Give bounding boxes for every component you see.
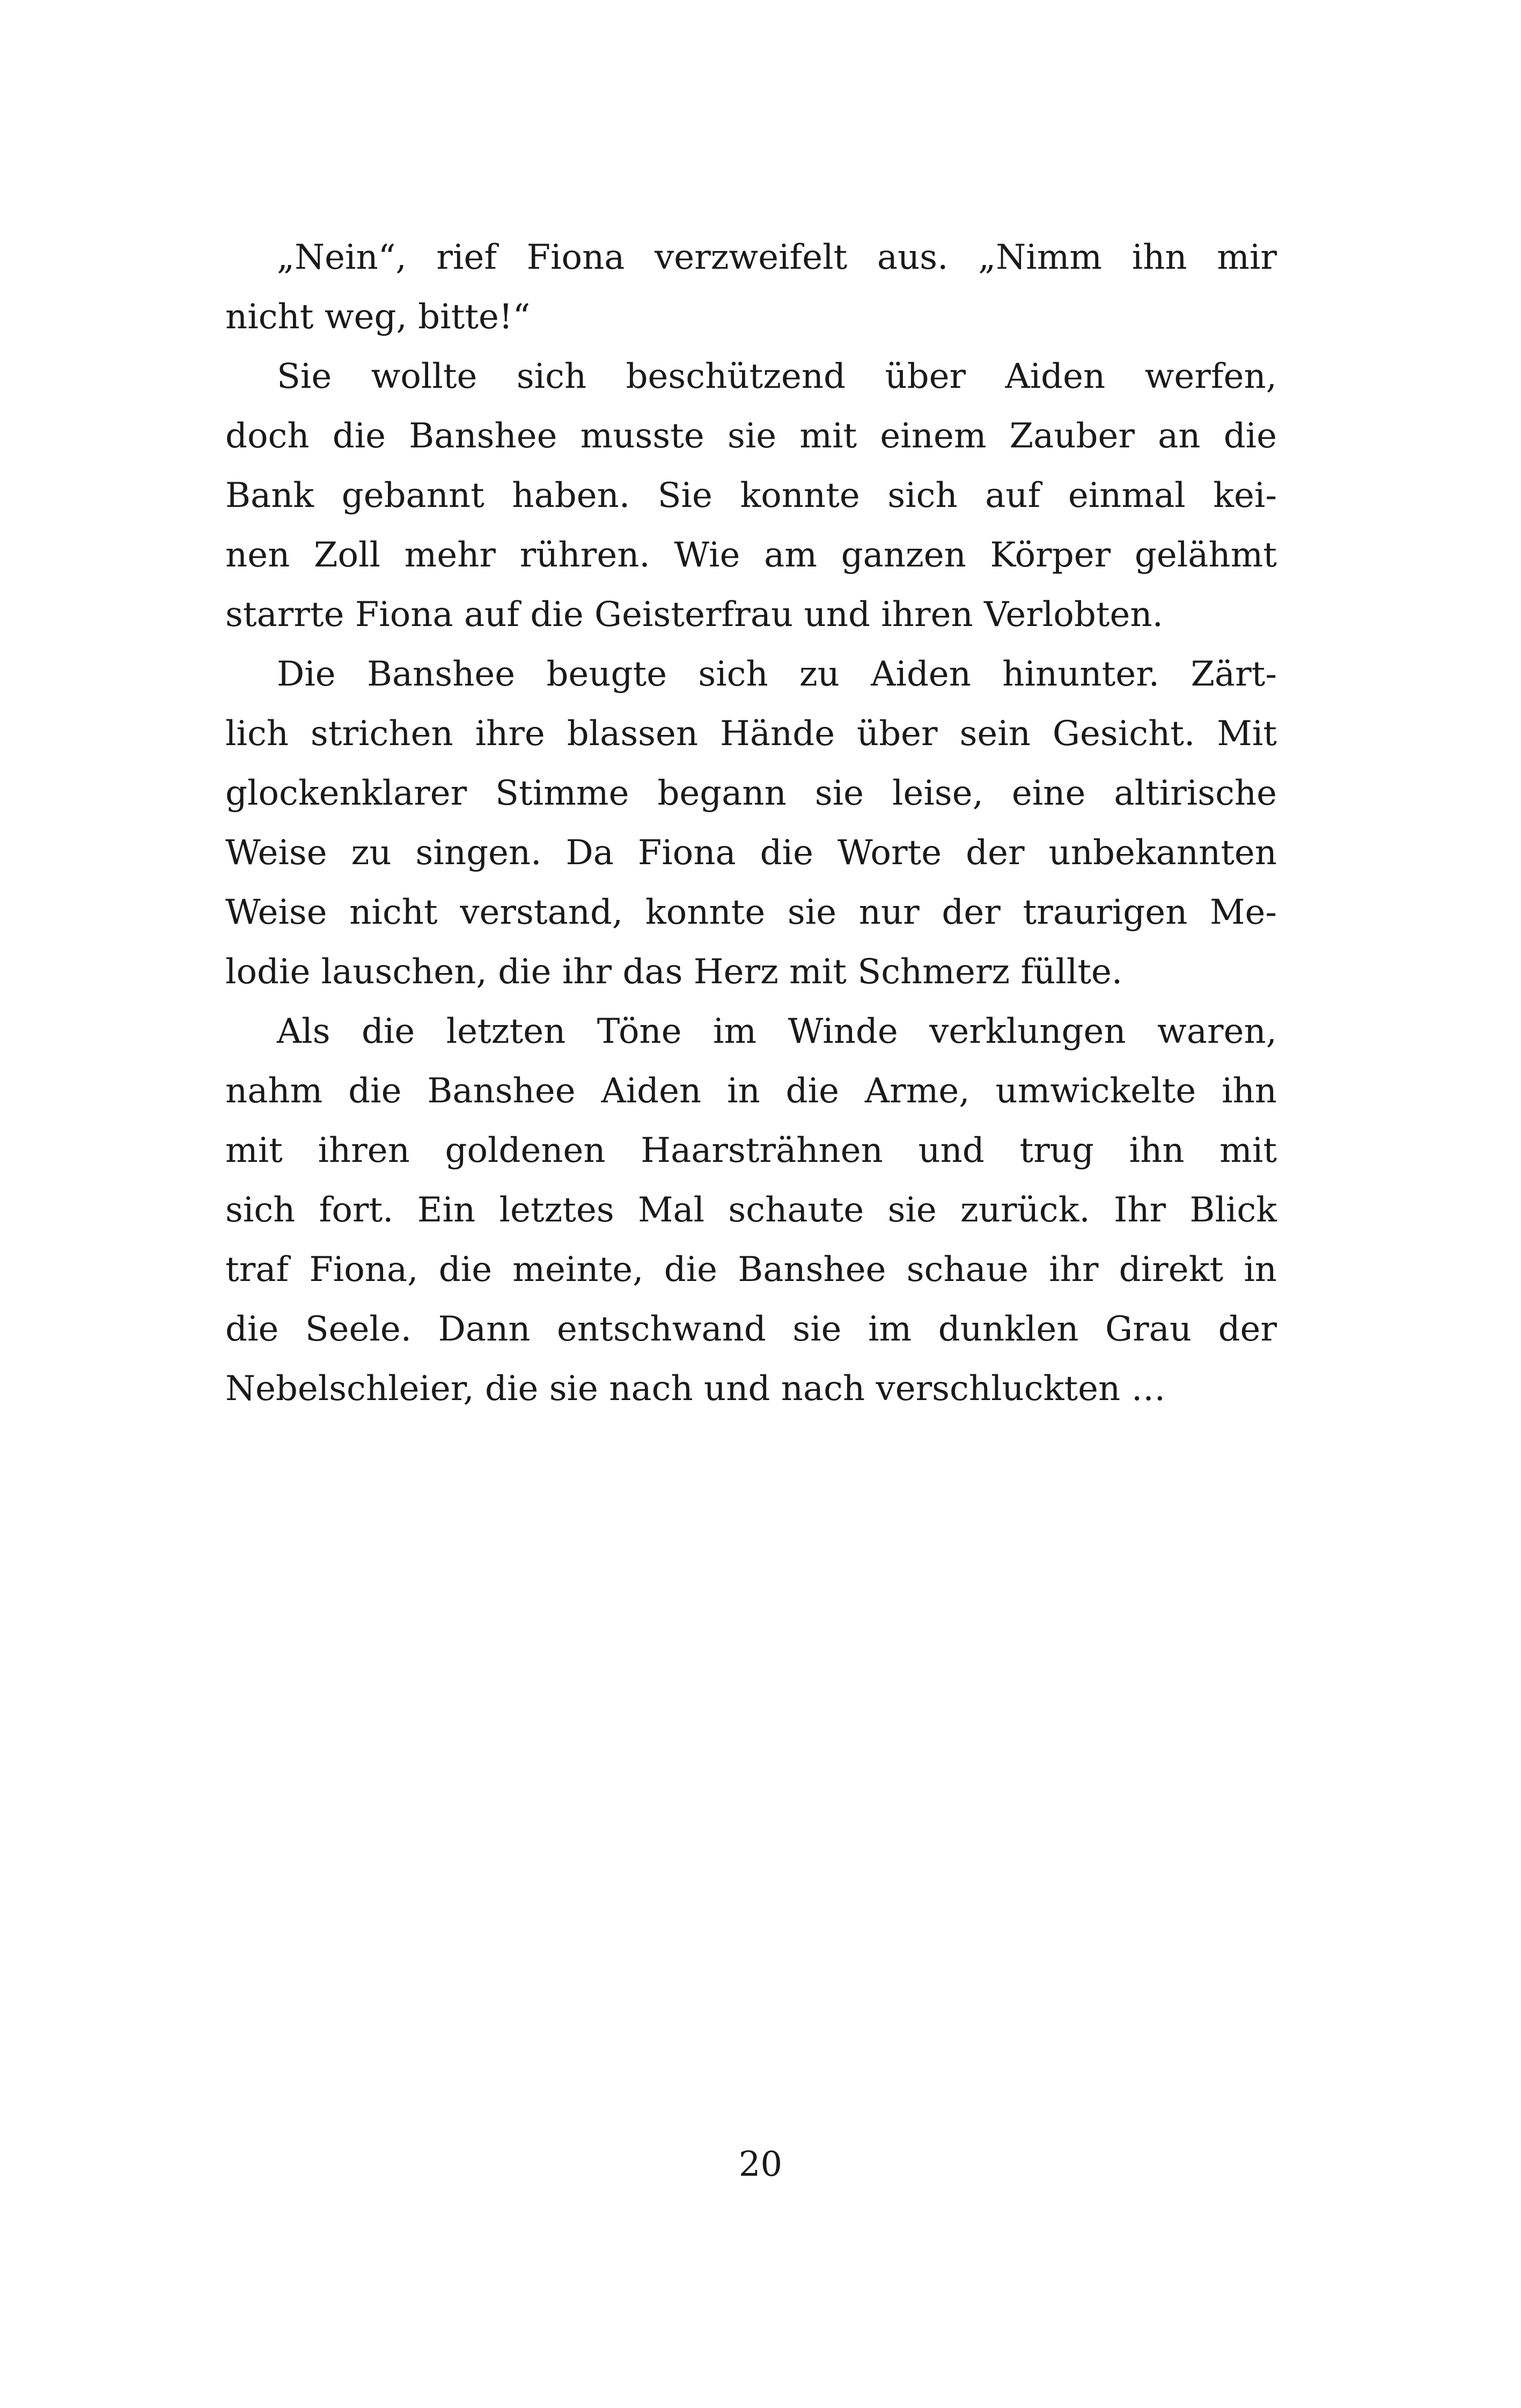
text-line: nicht weg, bitte!“ [225,297,531,337]
text-line: Sie wollte sich beschützend über Aiden werfen, [277,357,1277,396]
text-line: Weise zu singen. Da Fiona die Worte der unbekannten [225,833,1277,873]
page-number: 20 [738,2145,783,2184]
body-text [225,228,1277,1419]
text-line: Die Banshee beugte sich zu Aiden hinunter. Zärt- [277,654,1277,694]
text-line: lodie lauschen, die ihr das Herz mit Schmerz füllte. [225,952,1123,992]
text-line: „Nein“, rief Fiona verzweifelt aus. „Nimm ihn mir [277,238,1277,277]
text-line: traf Fiona, die meinte, die Banshee schaue ihr direkt in [225,1250,1277,1290]
text-line: nen Zoll mehr rühren. Wie am ganzen Körper gelähmt [225,535,1277,575]
text-line: die Seele. Dann entschwand sie im dunklen Grau der [225,1309,1277,1349]
text-line: Als die letzten Töne im Winde verklungen waren, [277,1012,1277,1051]
text-line: mit ihren goldenen Haarsträhnen und trug ihn mit [225,1131,1277,1170]
text-line: sich fort. Ein letztes Mal schaute sie zurück. Ihr Blick [225,1190,1277,1230]
text-line: starrte Fiona auf die Geisterfrau und ihren Verlobten. [225,595,1163,635]
text-line: Bank gebannt haben. Sie konnte sich auf einmal kei- [225,476,1277,516]
text-line: glockenklarer Stimme begann sie leise, eine altirische [225,774,1277,813]
text-line: Nebelschleier, die sie nach und nach verschluckten … [225,1369,1166,1409]
text-line: nahm die Banshee Aiden in die Arme, umwickelte ihn [225,1071,1277,1111]
text-line: doch die Banshee musste sie mit einem Zauber an die [225,416,1277,456]
text-line: lich strichen ihre blassen Hände über sein Gesicht. Mit [225,714,1277,754]
text-line: Weise nicht verstand, konnte sie nur der traurigen Me- [225,893,1277,932]
